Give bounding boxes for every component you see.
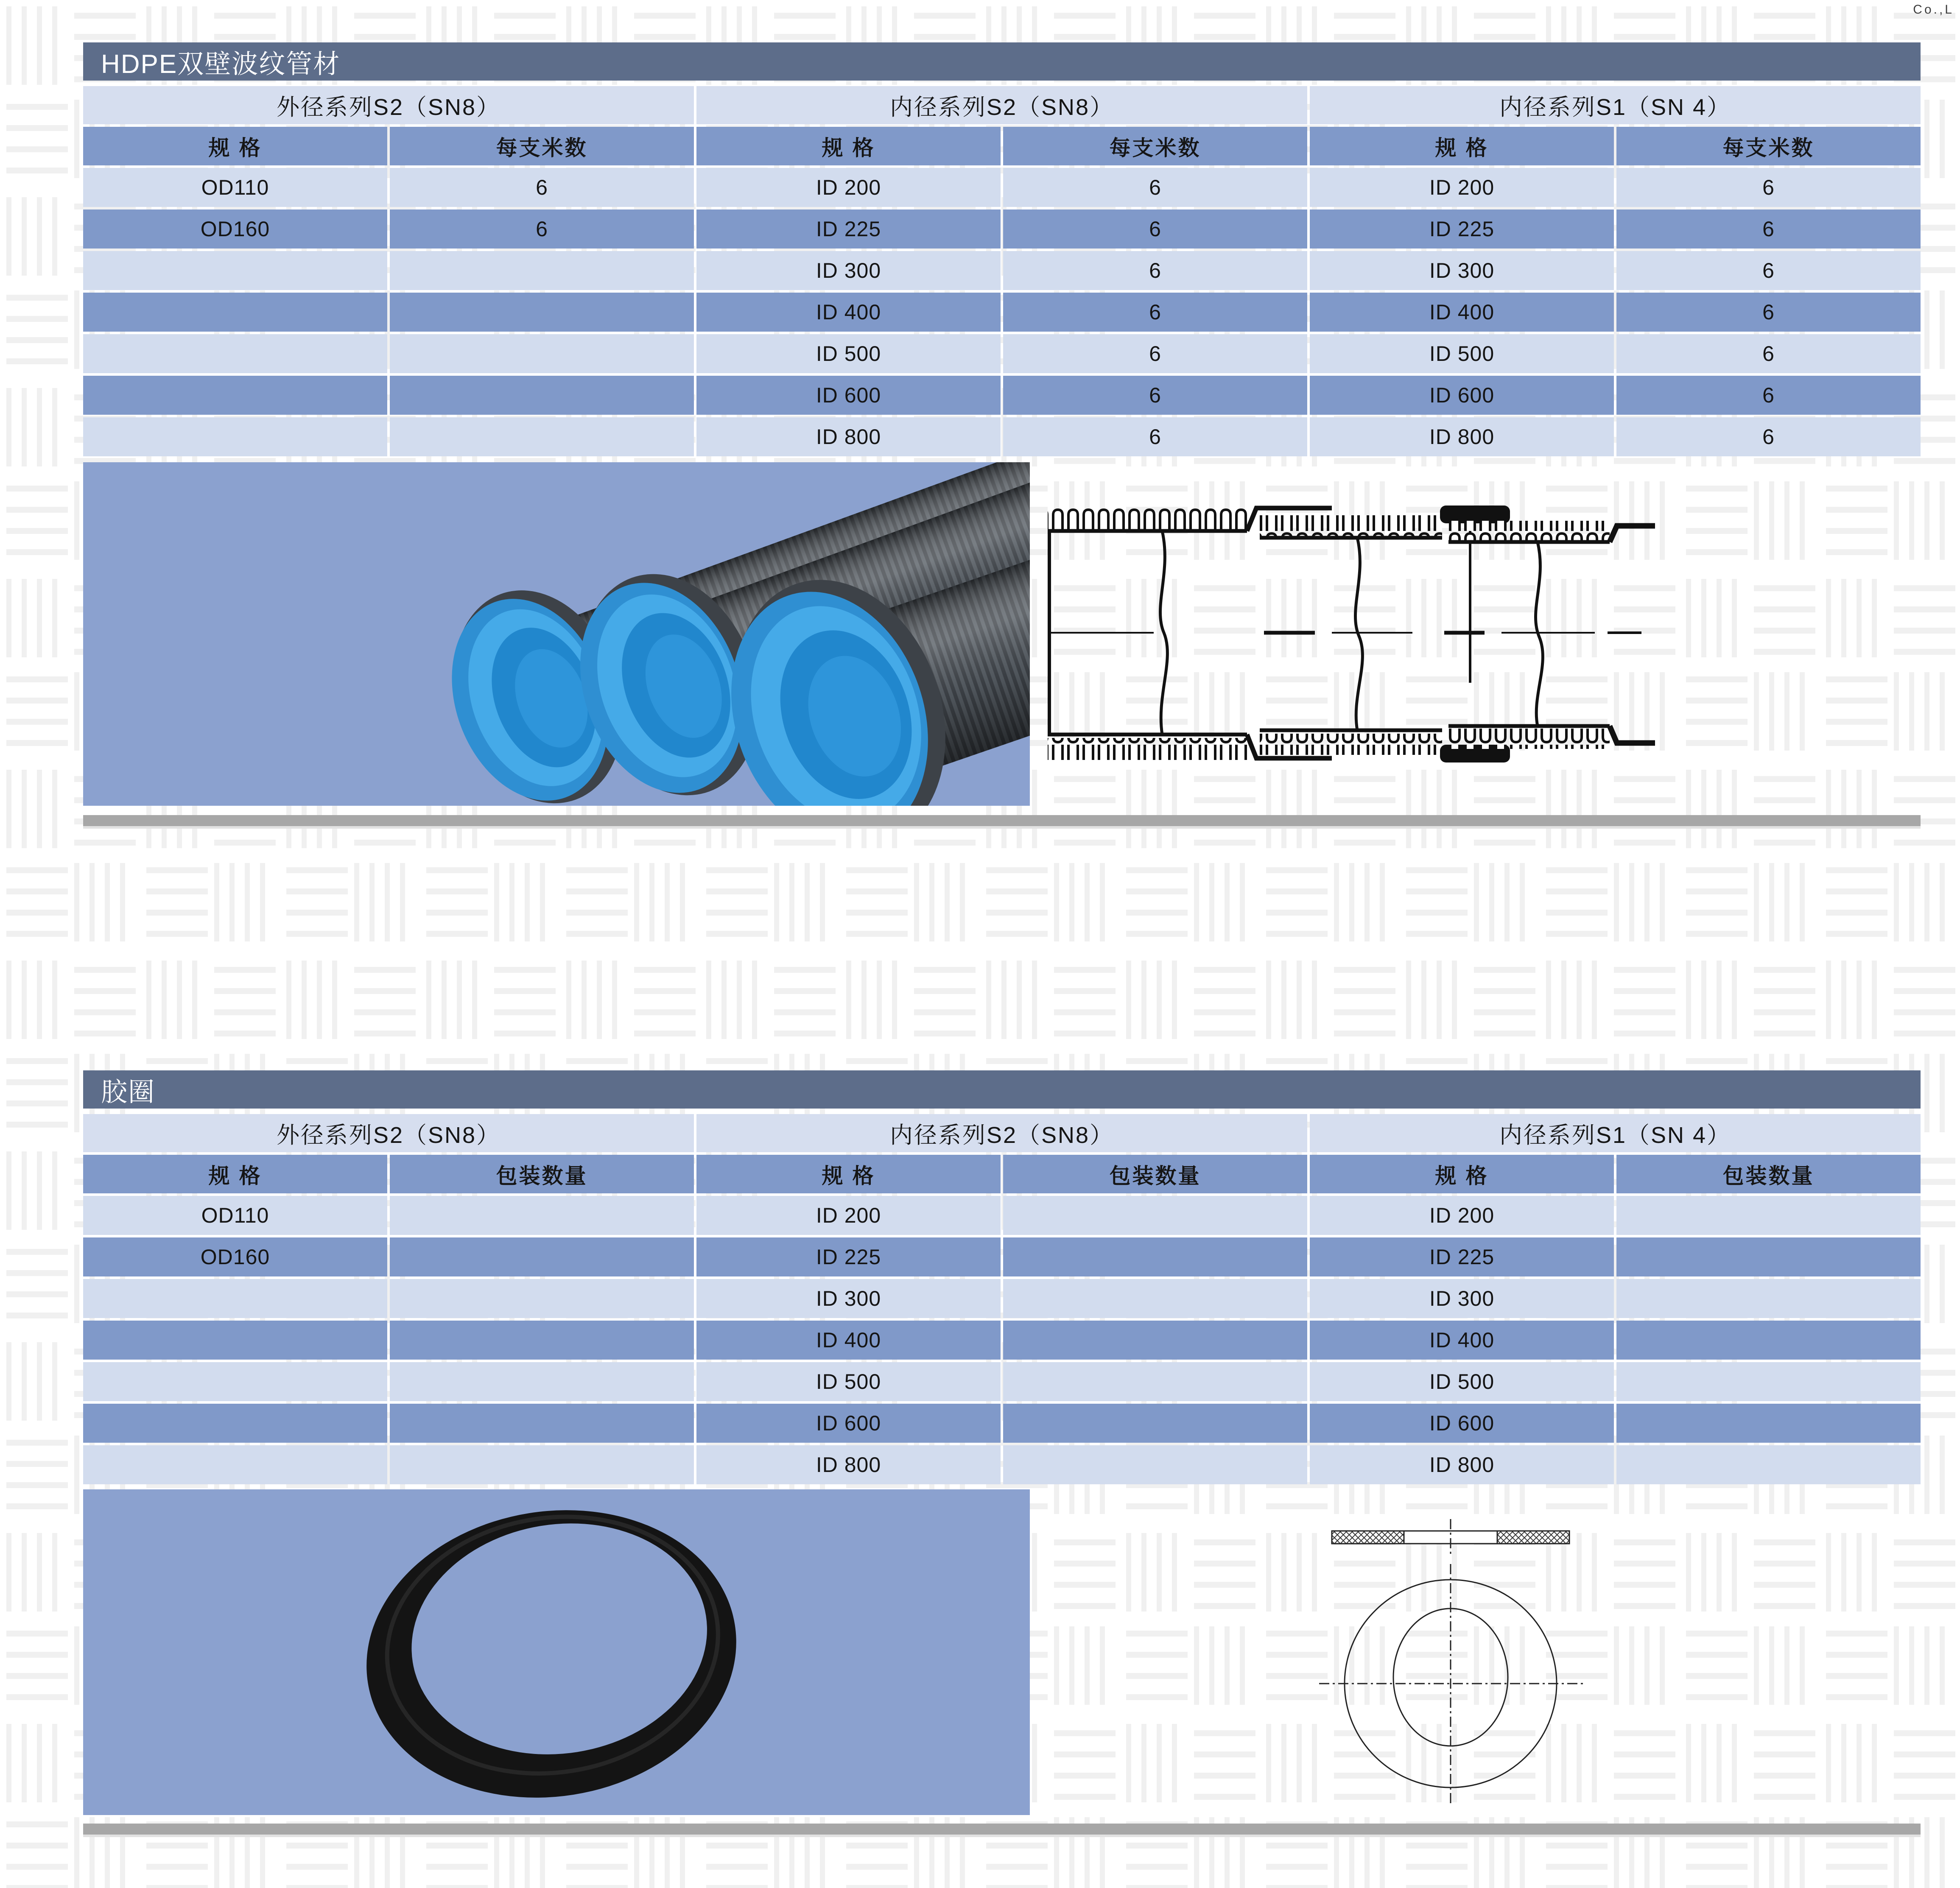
corner-text: Co.,L [1913, 3, 1954, 17]
table-cell: 6 [1003, 209, 1307, 249]
group-header: 内径系列S2（SN8） [696, 86, 1307, 124]
table-cell [1616, 1404, 1921, 1443]
table-cell: ID 300 [696, 1279, 1001, 1318]
table-grid [83, 86, 1921, 456]
table-cell: ID 225 [1310, 209, 1614, 249]
ring-technical-drawing [1251, 1514, 1675, 1811]
table-cell: ID 800 [1310, 417, 1614, 456]
group-header: 外径系列S2（SN8） [83, 1114, 694, 1152]
table-cell: ID 400 [696, 293, 1001, 332]
rubber-ring-table [83, 1070, 1921, 1484]
column-header: 包装数量 [1003, 1155, 1307, 1193]
table-cell [1003, 1196, 1307, 1235]
group-header: 内径系列S1（SN 4） [1310, 1114, 1921, 1152]
table-cell [1616, 1237, 1921, 1276]
column-header: 规 格 [696, 127, 1001, 165]
table-cell: 6 [390, 168, 694, 207]
table-cell [83, 1445, 387, 1484]
table-cell: ID 400 [1310, 293, 1614, 332]
three-corrugated-pipes-photo [83, 462, 1030, 806]
table-cell: ID 500 [696, 334, 1001, 373]
table-cell [83, 1279, 387, 1318]
table-cell: ID 600 [696, 376, 1001, 415]
table-cell [1003, 1362, 1307, 1401]
table-cell: ID 500 [1310, 1362, 1614, 1401]
table-cell [1003, 1404, 1307, 1443]
table-cell [1616, 1445, 1921, 1484]
table-cell: ID 800 [1310, 1445, 1614, 1484]
table-cell: ID 600 [1310, 376, 1614, 415]
table-cell: ID 600 [696, 1404, 1001, 1443]
rubber-sealing-ring-photo [83, 1489, 1030, 1815]
column-header: 包装数量 [390, 1155, 694, 1193]
table-cell [83, 334, 387, 373]
table-cell [83, 376, 387, 415]
table-cell: OD110 [83, 1196, 387, 1235]
table-cell [390, 1362, 694, 1401]
table-cell: ID 800 [696, 1445, 1001, 1484]
table-cell [390, 376, 694, 415]
table-cell [83, 417, 387, 456]
table-cell [390, 293, 694, 332]
table-cell [1616, 1196, 1921, 1235]
table-cell: 6 [1003, 376, 1307, 415]
hdpe-pipe-table [83, 42, 1921, 456]
table-cell: ID 400 [696, 1321, 1001, 1360]
group-header: 内径系列S1（SN 4） [1310, 86, 1921, 124]
table-cell [83, 1404, 387, 1443]
column-header: 每支米数 [1003, 127, 1307, 165]
table-cell [390, 1279, 694, 1318]
table-cell: ID 200 [696, 1196, 1001, 1235]
table-cell: 6 [390, 209, 694, 249]
table-cell: ID 300 [1310, 251, 1614, 290]
table-cell: ID 800 [696, 417, 1001, 456]
table-cell [1616, 1279, 1921, 1318]
table-cell: 6 [1616, 293, 1921, 332]
table-cell: 6 [1003, 334, 1307, 373]
table-title: HDPE双壁波纹管材 [83, 42, 1921, 81]
table-cell [390, 251, 694, 290]
table-cell: ID 225 [1310, 1237, 1614, 1276]
table-cell [83, 251, 387, 290]
table-cell: 6 [1003, 251, 1307, 290]
column-header: 每支米数 [390, 127, 694, 165]
table-cell: ID 300 [1310, 1279, 1614, 1318]
table-cell: 6 [1616, 168, 1921, 207]
table-cell [83, 293, 387, 332]
table-cell [1003, 1445, 1307, 1484]
table-cell [390, 1404, 694, 1443]
table-cell [1003, 1237, 1307, 1276]
table-cell [390, 1321, 694, 1360]
table-cell: ID 400 [1310, 1321, 1614, 1360]
table-cell: ID 225 [696, 1237, 1001, 1276]
table-cell: ID 500 [696, 1362, 1001, 1401]
column-header: 规 格 [1310, 127, 1614, 165]
table-grid [83, 1114, 1921, 1484]
pipe-joint-line-drawing [1035, 483, 1934, 785]
table-cell [1616, 1321, 1921, 1360]
table-cell [1003, 1279, 1307, 1318]
table-cell: OD110 [83, 168, 387, 207]
column-header: 规 格 [83, 127, 387, 165]
table-cell: OD160 [83, 209, 387, 249]
table-cell: 6 [1003, 168, 1307, 207]
table-cell [390, 1445, 694, 1484]
table-cell: ID 500 [1310, 334, 1614, 373]
group-header: 外径系列S2（SN8） [83, 86, 694, 124]
table-cell: OD160 [83, 1237, 387, 1276]
group-header: 内径系列S2（SN8） [696, 1114, 1307, 1152]
table-cell [83, 1321, 387, 1360]
table-cell: ID 200 [1310, 168, 1614, 207]
table-cell: ID 600 [1310, 1404, 1614, 1443]
table-cell [390, 417, 694, 456]
column-header: 规 格 [696, 1155, 1001, 1193]
table-cell: 6 [1003, 293, 1307, 332]
table-cell: ID 200 [696, 168, 1001, 207]
column-header: 规 格 [1310, 1155, 1614, 1193]
table-cell: ID 225 [696, 209, 1001, 249]
table-cell: 6 [1616, 376, 1921, 415]
divider-bar [83, 815, 1921, 829]
table-cell: 6 [1616, 417, 1921, 456]
table-cell [1003, 1321, 1307, 1360]
table-cell: 6 [1616, 334, 1921, 373]
table-cell: ID 200 [1310, 1196, 1614, 1235]
column-header: 每支米数 [1616, 127, 1921, 165]
table-title: 胶圈 [83, 1070, 1921, 1109]
column-header: 规 格 [83, 1155, 387, 1193]
table-cell [390, 1237, 694, 1276]
table-cell [83, 1362, 387, 1401]
table-cell [1616, 1362, 1921, 1401]
column-header: 包装数量 [1616, 1155, 1921, 1193]
table-cell: 6 [1616, 209, 1921, 249]
divider-bar [83, 1824, 1921, 1837]
table-cell [390, 1196, 694, 1235]
table-cell [390, 334, 694, 373]
table-cell: 6 [1003, 417, 1307, 456]
table-cell: ID 300 [696, 251, 1001, 290]
table-cell: 6 [1616, 251, 1921, 290]
